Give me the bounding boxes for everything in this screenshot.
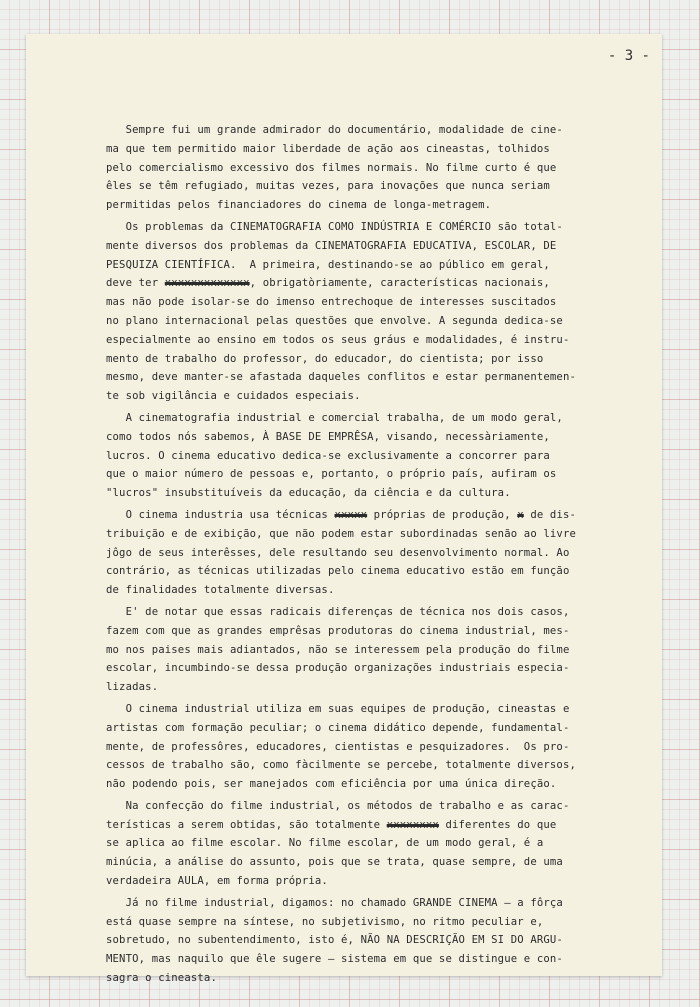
text-line: E' de notar que essas radicais diferenças de técnica nos dois casos, [106, 605, 570, 618]
text-line: A cinematografia industrial e comercial trabalha, de um modo geral, [106, 411, 563, 424]
paragraph [106, 603, 626, 697]
text-line: O cinema industria usa técnicas xxxxx próprias de produção, x de dis- [106, 508, 577, 521]
text-line: jôgo de seus interêsses, dele resultando seu desenvolvimento normal. Ao [106, 546, 570, 559]
text-line: ma que tem permitido maior liberdade de ação aos cineastas, tolhidos [106, 142, 550, 155]
text-line: lucros. O cinema educativo dedica-se exclusivamente a concorrer para [106, 449, 550, 462]
text-line: sagra o cineasta. [106, 972, 217, 985]
text-line: especialmente ao ensino em todos os seus gráus e modalidades, é instru- [106, 333, 570, 346]
struck-text: xxxxxxxx [386, 818, 439, 831]
text-line: mesmo, deve manter-se afastada daqueles conflitos e estar permanentemen- [106, 371, 577, 384]
paragraph [106, 121, 626, 215]
paragraph [106, 700, 626, 794]
text-line: não podendo pois, ser manejados com eficiência por uma única direção. [106, 778, 557, 791]
text-line: artistas com formação peculiar; o cinema didático depende, fundamental- [106, 721, 570, 734]
text-line: contrário, as técnicas utilizadas pelo cinema educativo estão em função [106, 565, 570, 578]
text-line: Na confecção do filme industrial, os métodos de trabalho e as carac- [106, 799, 570, 812]
text-line: lizadas. [106, 681, 159, 694]
text-line: Os problemas da CINEMATOGRAFIA COMO INDÚSTRIA E COMÉRCIO são total- [106, 220, 563, 233]
text-line: no plano internacional pelas questões que envolve. A segunda dedica-se [106, 314, 563, 327]
text-line: deve ter xxxxxxxxxxxxx, obrigatòriamente, características nacionais, [106, 277, 550, 290]
text-line: mento de trabalho do professor, do educador, do cientista; por isso [106, 352, 544, 365]
paragraph [106, 218, 626, 406]
text-line: Já no filme industrial, digamos: no chamado GRANDE CINEMA — a fôrça [106, 896, 563, 909]
text-line: mente, de professôres, educadores, cientistas e pesquizadores. Os pro- [106, 740, 570, 753]
text-line: Sempre fui um grande admirador do documentário, modalidade de cine- [106, 124, 563, 136]
text-line: verdadeira AULA, em forma própria. [106, 875, 328, 888]
text-line: terísticas a serem obtidas, são totalmente xxxxxxxx diferentes do que [106, 818, 557, 831]
paragraph [106, 409, 626, 503]
page-number: - 3 - [607, 48, 650, 64]
struck-text: xxxxx [334, 508, 368, 521]
text-line: mas não pode isolar-se do imenso entrechoque de interesses suscitados [106, 296, 557, 309]
text-line: sobretudo, no subentendimento, isto é, NÃO NA DESCRIÇÃO EM SI DO ARGU- [106, 934, 563, 947]
text-line: "lucros" insubstituíveis da educação, da ciência e da cultura. [106, 487, 511, 500]
document-body [106, 121, 626, 991]
text-line: está quase sempre na síntese, no subjetivismo, no ritmo peculiar e, [106, 915, 544, 928]
text-line: escolar, incumbindo-se dessa produção organizações industriais especia- [106, 662, 570, 675]
text-line: pelo comercialismo excessivo dos filmes normais. No filme curto é que [106, 161, 557, 174]
text-line: MENTO, mas naquilo que êle sugere — sistema em que se distingue e con- [106, 953, 563, 966]
text-line: te sob vigilância e cuidados especiais. [106, 390, 361, 403]
text-line: cessos de trabalho são, como fàcilmente se percebe, totalmente diversos, [106, 759, 577, 772]
text-line: mente diversos dos problemas da CINEMATOGRAFIA EDUCATIVA, ESCOLAR, DE [106, 239, 557, 252]
text-line: PESQUIZA CIENTÍFICA. A primeira, destinando-se ao público em geral, [106, 258, 550, 271]
paragraph [106, 894, 626, 988]
struck-text: xxxxxxxxxxxxx [164, 277, 250, 290]
struck-text: x [517, 508, 524, 521]
paragraph [106, 797, 626, 891]
text-line: êles se têm refugiado, muitas vezes, para inovações que nunca seriam [106, 180, 550, 193]
text-line: que o maior número de pessoas e, portanto, o próprio país, aufiram os [106, 468, 557, 481]
text-line: O cinema industrial utiliza em suas equipes de produção, cineastas e [106, 702, 570, 715]
text-line: minúcia, a análise do assunto, pois que se trata, quase sempre, de uma [106, 856, 563, 869]
text-line: fazem com que as grandes emprêsas produtoras do cinema industrial, mes- [106, 624, 570, 637]
text-line: tribuição e de exibição, que não podem estar subordinadas senão ao livre [106, 527, 577, 540]
text-line: como todos nós sabemos, À BASE DE EMPRÊSA, visando, necessàriamente, [106, 430, 550, 443]
text-line: mo nos paises mais adiantados, não se interessem pela produção do filme [106, 643, 570, 656]
paragraph [106, 506, 626, 600]
text-line: permitidas pelos financiadores do cinema de longa-metragem. [106, 199, 492, 212]
text-line: de finalidades totalmente diversas. [106, 584, 335, 597]
text-line: se aplica ao filme escolar. No filme escolar, de um modo geral, é a [106, 837, 544, 850]
